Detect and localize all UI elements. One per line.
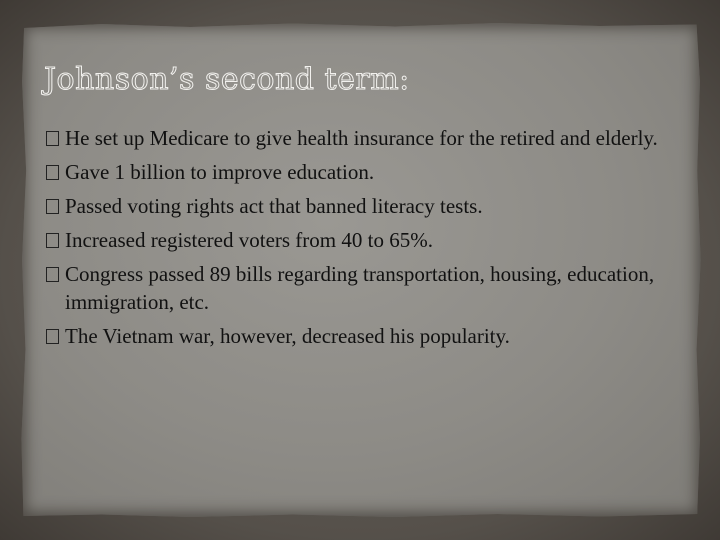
bullet-text: Congress passed 89 bills regarding transportation, housing, education, immigration, etc. xyxy=(65,262,655,314)
bullet-text: Gave 1 billion to improve education. xyxy=(65,160,375,184)
bullet-text: Passed voting rights act that banned literacy tests. xyxy=(65,194,483,218)
missing-glyph-box-icon xyxy=(46,233,59,248)
missing-glyph-box-icon xyxy=(46,165,59,180)
missing-glyph-box-icon xyxy=(46,199,59,214)
bullet-item xyxy=(46,260,686,316)
bullet-item xyxy=(46,322,686,350)
missing-glyph-box-icon xyxy=(46,267,59,282)
bullet-text: Increased registered voters from 40 to 65%. xyxy=(65,228,433,252)
slide-title: Johnson’s second term: xyxy=(44,62,410,97)
bullet-item xyxy=(46,226,686,254)
bullet-item xyxy=(46,192,686,220)
bullet-text: The Vietnam war, however, decreased his popularity. xyxy=(65,324,510,348)
bullet-text: He set up Medicare to give health insurance for the retired and elderly. xyxy=(65,126,658,150)
bullet-item xyxy=(46,158,686,186)
bullet-item xyxy=(46,124,686,152)
missing-glyph-box-icon xyxy=(46,131,59,146)
missing-glyph-box-icon xyxy=(46,329,59,344)
bullet-list xyxy=(46,124,686,356)
